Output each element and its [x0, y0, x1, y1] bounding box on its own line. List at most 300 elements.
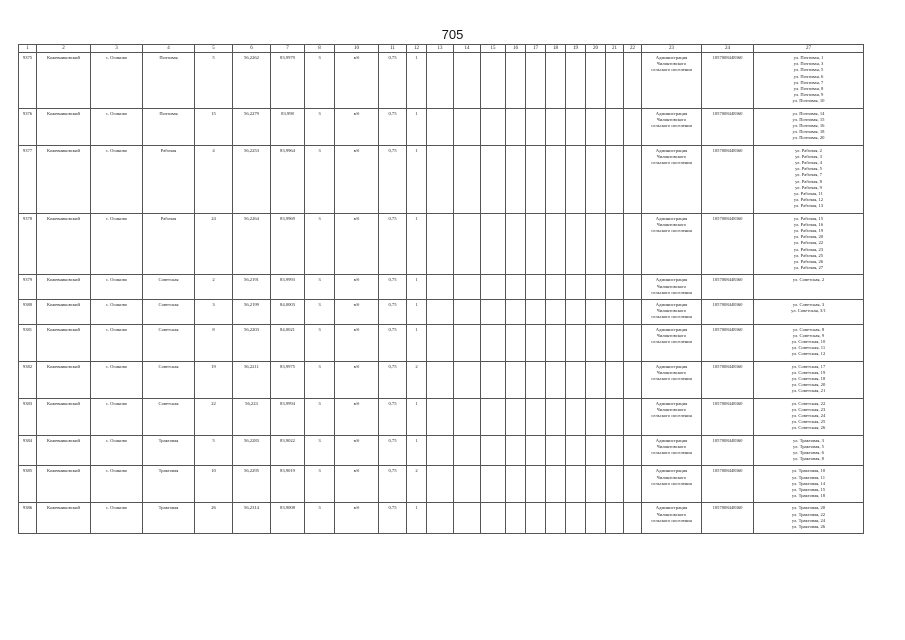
address-line: ул. Советская, 21 [791, 388, 826, 394]
table-row [19, 53, 864, 109]
cell-addresses [754, 275, 864, 300]
cell-c12: 1 [407, 435, 427, 466]
cell-empty [624, 213, 642, 275]
cell-empty [481, 324, 506, 361]
cell-c8: 3 [305, 53, 335, 109]
address-line: ул. Почтовая, 14 [792, 110, 825, 116]
cell-place: с. Осиново [91, 466, 143, 503]
cell-c11: 0,75 [379, 108, 407, 145]
cell-empty [481, 398, 506, 435]
cell-empty [624, 145, 642, 213]
cell-district: Кожевниковский [37, 213, 91, 275]
cell-lon: 83,9969 [271, 213, 305, 275]
cell-district: Кожевниковский [37, 398, 91, 435]
cell-place: с. Осиново [91, 361, 143, 398]
cell-empty [526, 53, 546, 109]
admin-line: Администрация [655, 326, 688, 332]
address-line: ул. Почтовая, 18 [792, 129, 825, 135]
address-line: ул. Рабочая, 15 [793, 215, 824, 221]
admin-line: Чилинтовского [656, 116, 687, 122]
cell-empty [586, 466, 606, 503]
cell-place: с. Осиново [91, 503, 143, 534]
cell-place: с. Осиново [91, 398, 143, 435]
address-line: ул. Рабочая, 19 [793, 228, 824, 233]
cell-place: с. Осиново [91, 53, 143, 109]
admin-line: Чилинтовского [656, 474, 687, 480]
cell-ogrn: 1057008448360 [702, 435, 754, 466]
cell-empty [624, 275, 642, 300]
admin-line: сельского поселения [651, 314, 692, 320]
table-row [19, 275, 864, 300]
admin-line: Администрация [655, 147, 688, 153]
cell-lat: 56,2191 [233, 275, 271, 300]
cell-c12: 1 [407, 398, 427, 435]
address-line: ул. Советская, 11 [791, 345, 826, 351]
column-header: 23 [642, 45, 702, 53]
cell-house: 2 [195, 275, 233, 300]
cell-c11: 0,75 [379, 145, 407, 213]
cell-n: 9386 [19, 503, 37, 534]
cell-empty [427, 213, 454, 275]
cell-empty [454, 53, 481, 109]
address-line: ул. Трактовая, 18 [791, 493, 826, 499]
column-header: 12 [407, 45, 427, 53]
cell-empty [546, 299, 566, 324]
admin-line: сельского поселения [651, 289, 692, 295]
cell-district: Кожевниковский [37, 435, 91, 466]
cell-c11: 0,75 [379, 213, 407, 275]
address-line: ул. Советская, 12 [791, 351, 826, 357]
cell-lon: 83,9975 [271, 361, 305, 398]
address-line: ул. Рабочая, 5 [795, 166, 822, 172]
cell-empty [606, 324, 624, 361]
cell-empty [454, 466, 481, 503]
cell-street: Рабочая [143, 213, 195, 275]
cell-c11: 0,75 [379, 299, 407, 324]
address-line: ул. Рабочая, 23 [793, 246, 824, 252]
cell-empty [606, 503, 624, 534]
cell-place: с. Осиново [91, 324, 143, 361]
cell-empty [526, 466, 546, 503]
cell-c10: в/б [335, 145, 379, 213]
cell-lon: 83,998 [271, 108, 305, 145]
table-row [19, 361, 864, 398]
column-header: 18 [546, 45, 566, 53]
table-row [19, 398, 864, 435]
cell-empty [506, 398, 526, 435]
cell-house: 19 [195, 361, 233, 398]
cell-empty [526, 361, 546, 398]
cell-c8: 3 [305, 398, 335, 435]
cell-ogrn: 1057008448360 [702, 299, 754, 324]
cell-empty [566, 299, 586, 324]
column-header: 1 [19, 45, 37, 53]
cell-empty [454, 299, 481, 324]
cell-empty [566, 503, 586, 534]
cell-admin [642, 108, 702, 145]
cell-addresses [754, 503, 864, 534]
cell-c11: 0,75 [379, 398, 407, 435]
cell-n: 9378 [19, 213, 37, 275]
address-line: ул. Рабочая, 7 [795, 172, 822, 178]
cell-c10: в/б [335, 324, 379, 361]
page-number: 705 [441, 27, 464, 42]
cell-admin [642, 299, 702, 324]
admin-line: Администрация [655, 437, 688, 443]
cell-empty [481, 53, 506, 109]
address-line: ул. Трактовая, 15 [791, 486, 826, 492]
address-line: ул. Трактовая, 3 [793, 437, 824, 443]
address-line: ул. Рабочая, 11 [794, 191, 823, 197]
cell-n: 9381 [19, 324, 37, 361]
admin-line: сельского поселения [651, 123, 692, 128]
address-line: ул. Советская, 25 [791, 419, 826, 425]
cell-empty [566, 398, 586, 435]
cell-ogrn: 1057008448360 [702, 361, 754, 398]
cell-empty [606, 145, 624, 213]
cell-empty [526, 145, 546, 213]
address-line: ул. Трактовая, 20 [791, 505, 826, 511]
admin-line: Чилинтовского [656, 332, 687, 338]
address-line: ул. Рабочая, 20 [793, 234, 824, 240]
cell-c10: в/б [335, 435, 379, 466]
admin-line: Администрация [655, 110, 688, 116]
admin-line: Чилинтовского [656, 406, 687, 412]
cell-c8: 3 [305, 299, 335, 324]
address-line: ул. Почтовая, 15 [792, 116, 825, 122]
cell-empty [427, 145, 454, 213]
cell-empty [624, 398, 642, 435]
cell-lon: 83,9994 [271, 398, 305, 435]
cell-empty [506, 53, 526, 109]
cell-c11: 0,75 [379, 324, 407, 361]
cell-district: Кожевниковский [37, 53, 91, 109]
table-row [19, 213, 864, 275]
admin-line: Чилинтовского [656, 61, 687, 67]
address-line: ул. Почтовая, 10 [792, 98, 825, 104]
cell-place: с. Осиново [91, 213, 143, 275]
column-header: 19 [566, 45, 586, 53]
address-line: ул. Почтовая, 1 [793, 55, 824, 60]
cell-empty [481, 145, 506, 213]
cell-admin [642, 361, 702, 398]
cell-c12: 1 [407, 324, 427, 361]
cell-n: 9377 [19, 145, 37, 213]
cell-lon: 83,9022 [271, 435, 305, 466]
cell-empty [586, 299, 606, 324]
cell-empty [566, 108, 586, 145]
cell-empty [454, 324, 481, 361]
address-line: ул. Рабочая, 13 [793, 203, 824, 209]
cell-c10: в/б [335, 299, 379, 324]
cell-district: Кожевниковский [37, 275, 91, 300]
admin-line: Администрация [655, 301, 688, 307]
address-line: ул. Советская, 9 [792, 332, 825, 338]
cell-empty [506, 108, 526, 145]
cell-empty [454, 398, 481, 435]
column-header: 3 [91, 45, 143, 53]
cell-empty [624, 324, 642, 361]
cell-lon: 83,9964 [271, 145, 305, 213]
address-line: ул. Трактовая, 24 [791, 517, 826, 523]
cell-empty [481, 213, 506, 275]
cell-empty [586, 213, 606, 275]
cell-ogrn: 1057008448360 [702, 324, 754, 361]
address-line: ул. Трактовая, 26 [791, 523, 826, 529]
address-line: ул. Советская, 3 [792, 301, 825, 307]
cell-n: 9375 [19, 53, 37, 109]
admin-line: сельского поселения [651, 338, 692, 344]
admin-line: сельского поселения [651, 375, 692, 381]
cell-house: 26 [195, 503, 233, 534]
cell-c10: в/б [335, 361, 379, 398]
cell-empty [606, 361, 624, 398]
address-line: ул. Советская, 10 [791, 338, 826, 344]
address-line: ул. Почтовая, 16 [792, 123, 825, 128]
cell-n: 9382 [19, 361, 37, 398]
cell-empty [624, 53, 642, 109]
address-line: ул. Советская, 8 [792, 326, 825, 332]
cell-house: 8 [195, 324, 233, 361]
cell-empty [526, 324, 546, 361]
address-line: ул. Почтовая, 5 [793, 67, 824, 73]
cell-empty [454, 503, 481, 534]
cell-place: с. Осиново [91, 108, 143, 145]
cell-empty [566, 275, 586, 300]
address-line: ул. Рабочая, 8 [795, 178, 822, 184]
admin-line: сельского поселения [651, 517, 692, 523]
cell-c8: 3 [305, 503, 335, 534]
address-line: ул. Почтовая, 20 [792, 135, 825, 141]
cell-empty [481, 108, 506, 145]
column-header: 11 [379, 45, 407, 53]
address-line: ул. Советская, 20 [791, 382, 826, 388]
address-line: ул. Советская, 22 [791, 400, 826, 406]
cell-empty [526, 108, 546, 145]
cell-empty [566, 145, 586, 213]
cell-empty [506, 503, 526, 534]
cell-addresses [754, 145, 864, 213]
table-row [19, 435, 864, 466]
cell-empty [427, 398, 454, 435]
table-row [19, 324, 864, 361]
admin-line: Чилинтовского [656, 443, 687, 449]
table-row [19, 108, 864, 145]
cell-empty [546, 53, 566, 109]
cell-c11: 0,75 [379, 435, 407, 466]
address-line: ул. Советская, 3/1 [791, 308, 826, 314]
cell-addresses [754, 108, 864, 145]
cell-empty [454, 275, 481, 300]
cell-lat: 56,2262 [233, 53, 271, 109]
table-row [19, 145, 864, 213]
cell-addresses [754, 361, 864, 398]
cell-n: 9385 [19, 466, 37, 503]
cell-place: с. Осиново [91, 435, 143, 466]
cell-empty [546, 435, 566, 466]
cell-c11: 0,75 [379, 275, 407, 300]
cell-admin [642, 398, 702, 435]
address-line: ул. Почтовая, 9 [793, 92, 824, 98]
address-line: ул. Почтовая, 6 [793, 73, 824, 79]
cell-empty [427, 108, 454, 145]
address-line: ул. Рабочая, 26 [793, 259, 824, 265]
cell-empty [427, 466, 454, 503]
admin-line: сельского поселения [651, 228, 692, 233]
admin-line: Чилинтовского [656, 153, 687, 159]
cell-empty [427, 361, 454, 398]
cell-empty [454, 108, 481, 145]
cell-empty [586, 398, 606, 435]
cell-empty [566, 435, 586, 466]
cell-place: с. Осиново [91, 275, 143, 300]
cell-empty [454, 213, 481, 275]
cell-house: 15 [195, 108, 233, 145]
admin-line: Администрация [655, 468, 688, 474]
cell-empty [624, 466, 642, 503]
cell-empty [427, 324, 454, 361]
cell-empty [427, 299, 454, 324]
cell-c12: 1 [407, 503, 427, 534]
cell-c8: 3 [305, 108, 335, 145]
cell-lat: 56,2279 [233, 108, 271, 145]
column-header: 10 [335, 45, 379, 53]
cell-empty [624, 108, 642, 145]
admin-line: Чилинтовского [656, 308, 687, 314]
cell-c12: 2 [407, 466, 427, 503]
admin-line: Администрация [655, 400, 688, 406]
cell-c8: 3 [305, 145, 335, 213]
table-row [19, 466, 864, 503]
cell-empty [454, 361, 481, 398]
cell-street: Трактовая [143, 503, 195, 534]
cell-empty [546, 398, 566, 435]
cell-c8: 3 [305, 275, 335, 300]
cell-empty [546, 503, 566, 534]
cell-c12: 1 [407, 145, 427, 213]
cell-empty [506, 213, 526, 275]
admin-line: Администрация [655, 215, 688, 221]
cell-empty [586, 435, 606, 466]
column-header: 16 [506, 45, 526, 53]
address-line: ул. Рабочая, 25 [793, 252, 824, 258]
cell-c11: 0,75 [379, 503, 407, 534]
cell-empty [427, 503, 454, 534]
admin-line: Чилинтовского [656, 369, 687, 375]
cell-ogrn: 1057008448360 [702, 108, 754, 145]
cell-admin [642, 213, 702, 275]
cell-addresses [754, 53, 864, 109]
cell-empty [526, 299, 546, 324]
admin-line: Администрация [655, 55, 688, 60]
cell-empty [606, 53, 624, 109]
cell-empty [546, 108, 566, 145]
cell-house: 22 [195, 398, 233, 435]
container-site-table [18, 44, 864, 534]
cell-house: 4 [195, 145, 233, 213]
cell-empty [566, 361, 586, 398]
cell-empty [427, 275, 454, 300]
cell-street: Трактовая [143, 466, 195, 503]
cell-n: 9379 [19, 275, 37, 300]
cell-district: Кожевниковский [37, 466, 91, 503]
cell-empty [624, 361, 642, 398]
cell-c10: в/б [335, 398, 379, 435]
cell-district: Кожевниковский [37, 145, 91, 213]
cell-empty [481, 275, 506, 300]
address-line: ул. Советская, 23 [791, 406, 826, 412]
address-line: ул. Рабочая, 16 [793, 221, 824, 227]
address-line: ул. Рабочая, 4 [795, 160, 822, 165]
column-header: 8 [305, 45, 335, 53]
cell-c10: в/б [335, 275, 379, 300]
cell-c11: 0,75 [379, 53, 407, 109]
cell-empty [506, 145, 526, 213]
cell-lat: 56,2211 [233, 361, 271, 398]
cell-admin [642, 145, 702, 213]
cell-empty [546, 145, 566, 213]
column-header: 17 [526, 45, 546, 53]
cell-c11: 0,75 [379, 466, 407, 503]
cell-addresses [754, 398, 864, 435]
cell-n: 9380 [19, 299, 37, 324]
cell-empty [454, 435, 481, 466]
column-header: 7 [271, 45, 305, 53]
cell-c12: 1 [407, 108, 427, 145]
cell-place: с. Осиново [91, 145, 143, 213]
cell-n: 9376 [19, 108, 37, 145]
admin-line: Администрация [655, 505, 688, 511]
admin-line: Администрация [655, 363, 688, 369]
cell-empty [586, 503, 606, 534]
cell-street: Трактовая [143, 435, 195, 466]
column-header: 14 [454, 45, 481, 53]
cell-house: 3 [195, 299, 233, 324]
cell-empty [526, 435, 546, 466]
cell-c12: 1 [407, 275, 427, 300]
address-line: ул. Трактовая, 11 [791, 474, 826, 480]
cell-n: 9384 [19, 435, 37, 466]
admin-line: сельского поселения [651, 412, 692, 418]
cell-ogrn: 1057008448360 [702, 53, 754, 109]
cell-empty [606, 466, 624, 503]
cell-empty [506, 466, 526, 503]
cell-lon: 84,0021 [271, 324, 305, 361]
cell-empty [526, 275, 546, 300]
admin-line: сельского поселения [651, 67, 692, 73]
cell-empty [506, 299, 526, 324]
cell-empty [566, 213, 586, 275]
cell-ogrn: 1057008448360 [702, 398, 754, 435]
cell-street: Советская [143, 324, 195, 361]
cell-empty [546, 466, 566, 503]
cell-admin [642, 275, 702, 300]
cell-district: Кожевниковский [37, 299, 91, 324]
cell-empty [506, 361, 526, 398]
cell-lat: 56,2199 [233, 299, 271, 324]
admin-line: сельского поселения [651, 160, 692, 165]
cell-district: Кожевниковский [37, 324, 91, 361]
cell-ogrn: 1057008448360 [702, 145, 754, 213]
cell-lat: 56,223 [233, 398, 271, 435]
cell-empty [526, 398, 546, 435]
address-line: ул. Советская, 26 [791, 425, 826, 431]
cell-ogrn: 1057008448360 [702, 275, 754, 300]
cell-c12: 1 [407, 213, 427, 275]
column-header: 5 [195, 45, 233, 53]
cell-empty [624, 299, 642, 324]
cell-ogrn: 1057008448360 [702, 503, 754, 534]
